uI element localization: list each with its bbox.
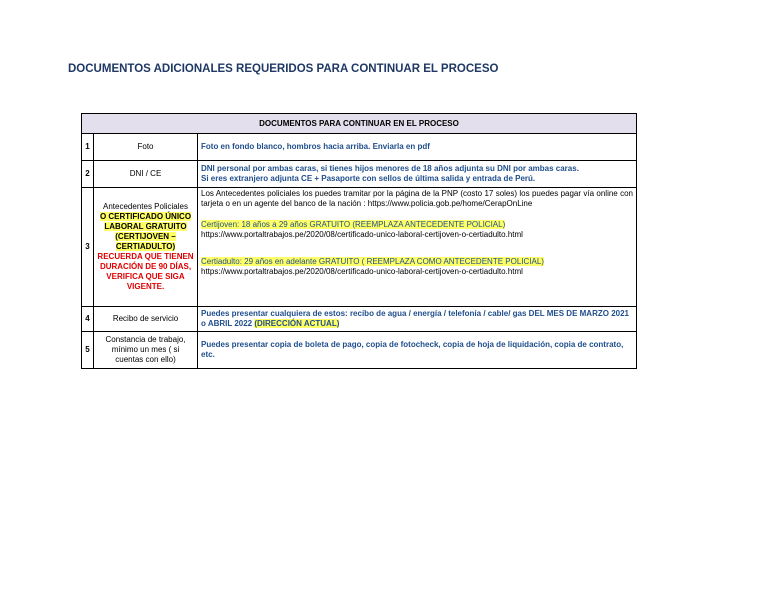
foreigner-line: Si eres extranjero adjunta CE + Pasaporte con sellos de última salida y entrada de Perú. — [201, 174, 536, 183]
certijoven-link[interactable]: https://www.portaltrabajos.pe/2020/08/certificado-unico-laboral-certijoven-o-certiadulto.html — [201, 230, 523, 239]
row-label: Recibo de servicio — [94, 307, 198, 332]
table-row-recibo — [82, 307, 637, 332]
row-label: Constancia de trabajo, mínimo un mes ( si cuentas con ello) — [94, 332, 198, 369]
certificado-unico-label: O CERTIFICADO ÚNICO LABORAL GRATUITO (CERTIJOVEN – CERTIADULTO) — [99, 212, 192, 251]
row-label: DNI / CE — [94, 161, 198, 188]
row-description: Foto en fondo blanco, hombros hacia arriba. Enviarla en pdf — [198, 134, 637, 161]
table-row-foto — [82, 134, 637, 161]
row-label — [94, 188, 198, 307]
certiadulto-link[interactable]: https://www.portaltrabajos.pe/2020/08/certificado-unico-laboral-certijoven-o-certiadulto.html — [201, 267, 523, 276]
recibo-description: Puedes presentar cualquiera de estos: recibo de agua / energía / telefonía / cable/ gas DEL MES DE MARZO 2021 o ABRIL 2022 — [201, 309, 629, 328]
validity-warning: RECUERDA QUE TIENEN DURACIÓN DE 90 DÍAS, VERIFICA QUE SIGA VIGENTE. — [97, 252, 194, 291]
antecedentes-label: Antecedentes Policiales — [103, 202, 188, 211]
row-description: Puedes presentar copia de boleta de pago, copia de fotocheck, copia de hoja de liquidación, copia de contrato, etc. — [198, 332, 637, 369]
documents-table — [81, 113, 637, 369]
row-description — [198, 188, 637, 307]
direccion-actual-note: (DIRECCIÓN ACTUAL) — [254, 319, 340, 328]
pnp-instructions: Los Antecedentes policiales los puedes tramitar por la página de la PNP (costo 17 soles) los puedes pagar vía online con tarjeta o en un agente del banco de la nación : https://www.policia.gob.pe/home/CerapOnLine — [201, 189, 633, 208]
page-title: DOCUMENTOS ADICIONALES REQUERIDOS PARA CONTINUAR EL PROCESO — [68, 63, 499, 75]
row-number: 1 — [82, 134, 94, 161]
row-number: 4 — [82, 307, 94, 332]
row-number: 3 — [82, 188, 94, 307]
certijoven-label: Certijoven: 18 años a 29 años GRATUITO (REEMPLAZA ANTECEDENTE POLICIAL) — [201, 220, 506, 229]
row-description — [198, 307, 637, 332]
dni-line: DNI personal por ambas caras, si tienes hijos menores de 18 años adjunta su DNI por ambas caras. — [201, 164, 579, 173]
row-number: 5 — [82, 332, 94, 369]
row-description — [198, 161, 637, 188]
row-number: 2 — [82, 161, 94, 188]
table-row-antecedentes — [82, 188, 637, 307]
certiadulto-label: Certiadulto: 29 años en adelante GRATUITO ( REEMPLAZA COMO ANTECEDENTE POLICIAL) — [201, 257, 544, 266]
table-row-constancia — [82, 332, 637, 369]
table-row-dni — [82, 161, 637, 188]
table-header: DOCUMENTOS PARA CONTINUAR EN EL PROCESO — [82, 114, 637, 134]
row-label: Foto — [94, 134, 198, 161]
table-header-row — [82, 114, 637, 134]
